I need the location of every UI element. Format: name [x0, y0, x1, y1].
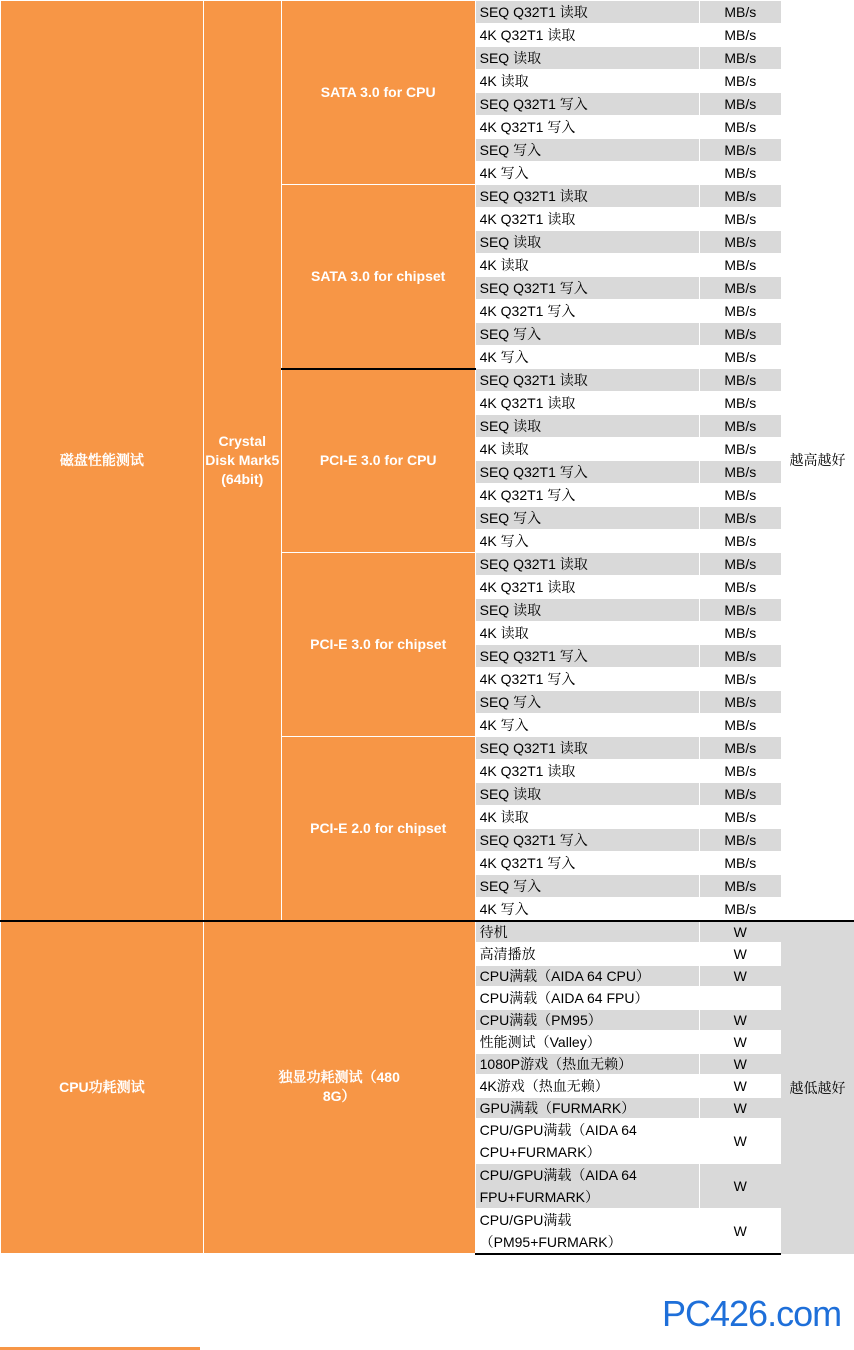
test-item-name: SEQ 写入	[475, 323, 699, 346]
power-item-unit: W	[699, 921, 781, 943]
test-item-name: 4K 写入	[475, 162, 699, 185]
test-item-name: 4K 写入	[475, 346, 699, 369]
test-item-unit: MB/s	[699, 116, 781, 139]
test-item-unit: MB/s	[699, 714, 781, 737]
test-item-unit: MB/s	[699, 1, 781, 24]
power-item-unit: W	[699, 1009, 781, 1030]
test-item-unit: MB/s	[699, 875, 781, 898]
test-item-name: SEQ 读取	[475, 231, 699, 254]
test-item-unit: MB/s	[699, 461, 781, 484]
test-item-name: 4K Q32T1 读取	[475, 208, 699, 231]
test-item-unit: MB/s	[699, 507, 781, 530]
test-item-name: 4K Q32T1 写入	[475, 668, 699, 691]
test-item-unit: MB/s	[699, 24, 781, 47]
table-row	[1, 921, 854, 943]
test-item-unit: MB/s	[699, 231, 781, 254]
test-item-unit: MB/s	[699, 553, 781, 576]
disk-group-cell: PCI-E 3.0 for CPU	[281, 369, 475, 553]
test-item-name: SEQ 写入	[475, 875, 699, 898]
test-item-name: 4K Q32T1 写入	[475, 300, 699, 323]
power-item-name: 高清播放	[475, 942, 699, 965]
test-item-name: SEQ Q32T1 读取	[475, 553, 699, 576]
test-item-unit: MB/s	[699, 70, 781, 93]
test-item-unit: MB/s	[699, 392, 781, 415]
logo-text: PC426.com	[662, 1294, 842, 1334]
disk-group-cell: PCI-E 3.0 for chipset	[281, 553, 475, 737]
power-item-unit: W	[699, 1118, 781, 1163]
test-item-name: SEQ Q32T1 写入	[475, 93, 699, 116]
test-item-unit: MB/s	[699, 530, 781, 553]
test-item-unit: MB/s	[699, 484, 781, 507]
test-item-name: 4K 读取	[475, 806, 699, 829]
test-item-unit: MB/s	[699, 254, 781, 277]
test-item-name: 4K Q32T1 写入	[475, 484, 699, 507]
test-item-name: SEQ Q32T1 写入	[475, 645, 699, 668]
test-item-unit: MB/s	[699, 369, 781, 392]
power-item-unit: W	[699, 1074, 781, 1097]
disk-note-cell: 越高越好	[789, 452, 846, 468]
test-item-unit: MB/s	[699, 599, 781, 622]
test-item-unit: MB/s	[699, 806, 781, 829]
test-item-name: SEQ 读取	[475, 415, 699, 438]
test-item-name: SEQ Q32T1 读取	[475, 369, 699, 392]
power-category-cell: CPU功耗测试	[1, 921, 204, 1254]
disk-group-cell: SATA 3.0 for chipset	[281, 185, 475, 369]
test-item-name: 4K Q32T1 读取	[475, 576, 699, 599]
test-item-unit: MB/s	[699, 323, 781, 346]
power-item-name: 1080P游戏（热血无赖）	[475, 1053, 699, 1074]
test-item-unit: MB/s	[699, 415, 781, 438]
site-logo	[662, 1294, 842, 1334]
test-item-name: 4K 读取	[475, 254, 699, 277]
power-item-name: 4K游戏（热血无赖）	[475, 1074, 699, 1097]
test-item-name: SEQ Q32T1 读取	[475, 1, 699, 24]
test-item-name: 4K Q32T1 读取	[475, 24, 699, 47]
test-item-unit: MB/s	[699, 47, 781, 70]
power-item-name: 待机	[475, 921, 699, 943]
test-item-unit: MB/s	[699, 852, 781, 875]
disk-group-cell: SATA 3.0 for CPU	[281, 1, 475, 185]
power-item-name: CPU满载（PM95）	[475, 1009, 699, 1030]
test-item-unit: MB/s	[699, 162, 781, 185]
test-item-name: 4K 读取	[475, 70, 699, 93]
test-item-name: SEQ Q32T1 读取	[475, 185, 699, 208]
test-item-name: SEQ Q32T1 写入	[475, 277, 699, 300]
test-item-unit: MB/s	[699, 691, 781, 714]
power-item-name: GPU满载（FURMARK）	[475, 1097, 699, 1118]
test-item-name: 4K Q32T1 写入	[475, 852, 699, 875]
power-item-name: CPU/GPU满载（PM95+FURMARK）	[475, 1208, 699, 1254]
power-item-unit	[699, 986, 781, 1009]
power-item-name: CPU/GPU满载（AIDA 64 FPU+FURMARK）	[475, 1163, 699, 1208]
power-item-unit: W	[699, 965, 781, 986]
test-item-unit: MB/s	[699, 783, 781, 806]
test-item-name: SEQ Q32T1 写入	[475, 461, 699, 484]
power-note-cell: 越低越好	[781, 921, 854, 1254]
test-item-unit: MB/s	[699, 645, 781, 668]
spec-table-body	[1, 1, 854, 1254]
test-item-unit: MB/s	[699, 438, 781, 461]
power-item-unit: W	[699, 1053, 781, 1074]
test-item-unit: MB/s	[699, 185, 781, 208]
power-item-unit: W	[699, 1097, 781, 1118]
test-item-unit: MB/s	[699, 622, 781, 645]
test-item-name: 4K Q32T1 读取	[475, 392, 699, 415]
test-item-name: 4K Q32T1 读取	[475, 760, 699, 783]
test-item-name: SEQ 读取	[475, 599, 699, 622]
test-item-name: SEQ Q32T1 写入	[475, 829, 699, 852]
test-item-unit: MB/s	[699, 300, 781, 323]
test-item-name: SEQ 读取	[475, 47, 699, 70]
power-item-unit: W	[699, 1030, 781, 1053]
test-item-unit: MB/s	[699, 93, 781, 116]
disk-tool-cell: Crystal Disk Mark5 (64bit)	[203, 1, 281, 921]
test-item-name: SEQ 写入	[475, 691, 699, 714]
test-item-name: SEQ 写入	[475, 507, 699, 530]
test-item-name: 4K Q32T1 写入	[475, 116, 699, 139]
test-item-unit: MB/s	[699, 346, 781, 369]
test-item-name: 4K 读取	[475, 622, 699, 645]
test-item-name: SEQ 写入	[475, 139, 699, 162]
test-item-unit: MB/s	[699, 760, 781, 783]
test-item-name: 4K 写入	[475, 714, 699, 737]
power-item-unit: W	[699, 942, 781, 965]
test-item-unit: MB/s	[699, 576, 781, 599]
disk-group-cell: PCI-E 2.0 for chipset	[281, 737, 475, 921]
power-tool-cell: 独显功耗测试（480 8G）	[203, 921, 475, 1254]
test-item-name: 4K 写入	[475, 898, 699, 921]
test-item-name: 4K 读取	[475, 438, 699, 461]
test-item-unit: MB/s	[699, 139, 781, 162]
power-item-name: CPU满载（AIDA 64 FPU）	[475, 986, 699, 1009]
test-item-unit: MB/s	[699, 898, 781, 921]
test-item-unit: MB/s	[699, 277, 781, 300]
test-item-name: 4K 写入	[475, 530, 699, 553]
test-item-unit: MB/s	[699, 829, 781, 852]
power-item-name: CPU满载（AIDA 64 CPU）	[475, 965, 699, 986]
test-item-unit: MB/s	[699, 208, 781, 231]
disk-category-cell: 磁盘性能测试	[1, 1, 204, 921]
test-item-unit: MB/s	[699, 668, 781, 691]
power-item-name: CPU/GPU满载（AIDA 64 CPU+FURMARK）	[475, 1118, 699, 1163]
test-item-unit: MB/s	[699, 737, 781, 760]
power-item-unit: W	[699, 1163, 781, 1208]
power-item-unit: W	[699, 1208, 781, 1254]
test-item-name: SEQ 读取	[475, 783, 699, 806]
table-row	[1, 1, 854, 24]
test-item-name: SEQ Q32T1 读取	[475, 737, 699, 760]
power-item-name: 性能测试（Valley）	[475, 1030, 699, 1053]
